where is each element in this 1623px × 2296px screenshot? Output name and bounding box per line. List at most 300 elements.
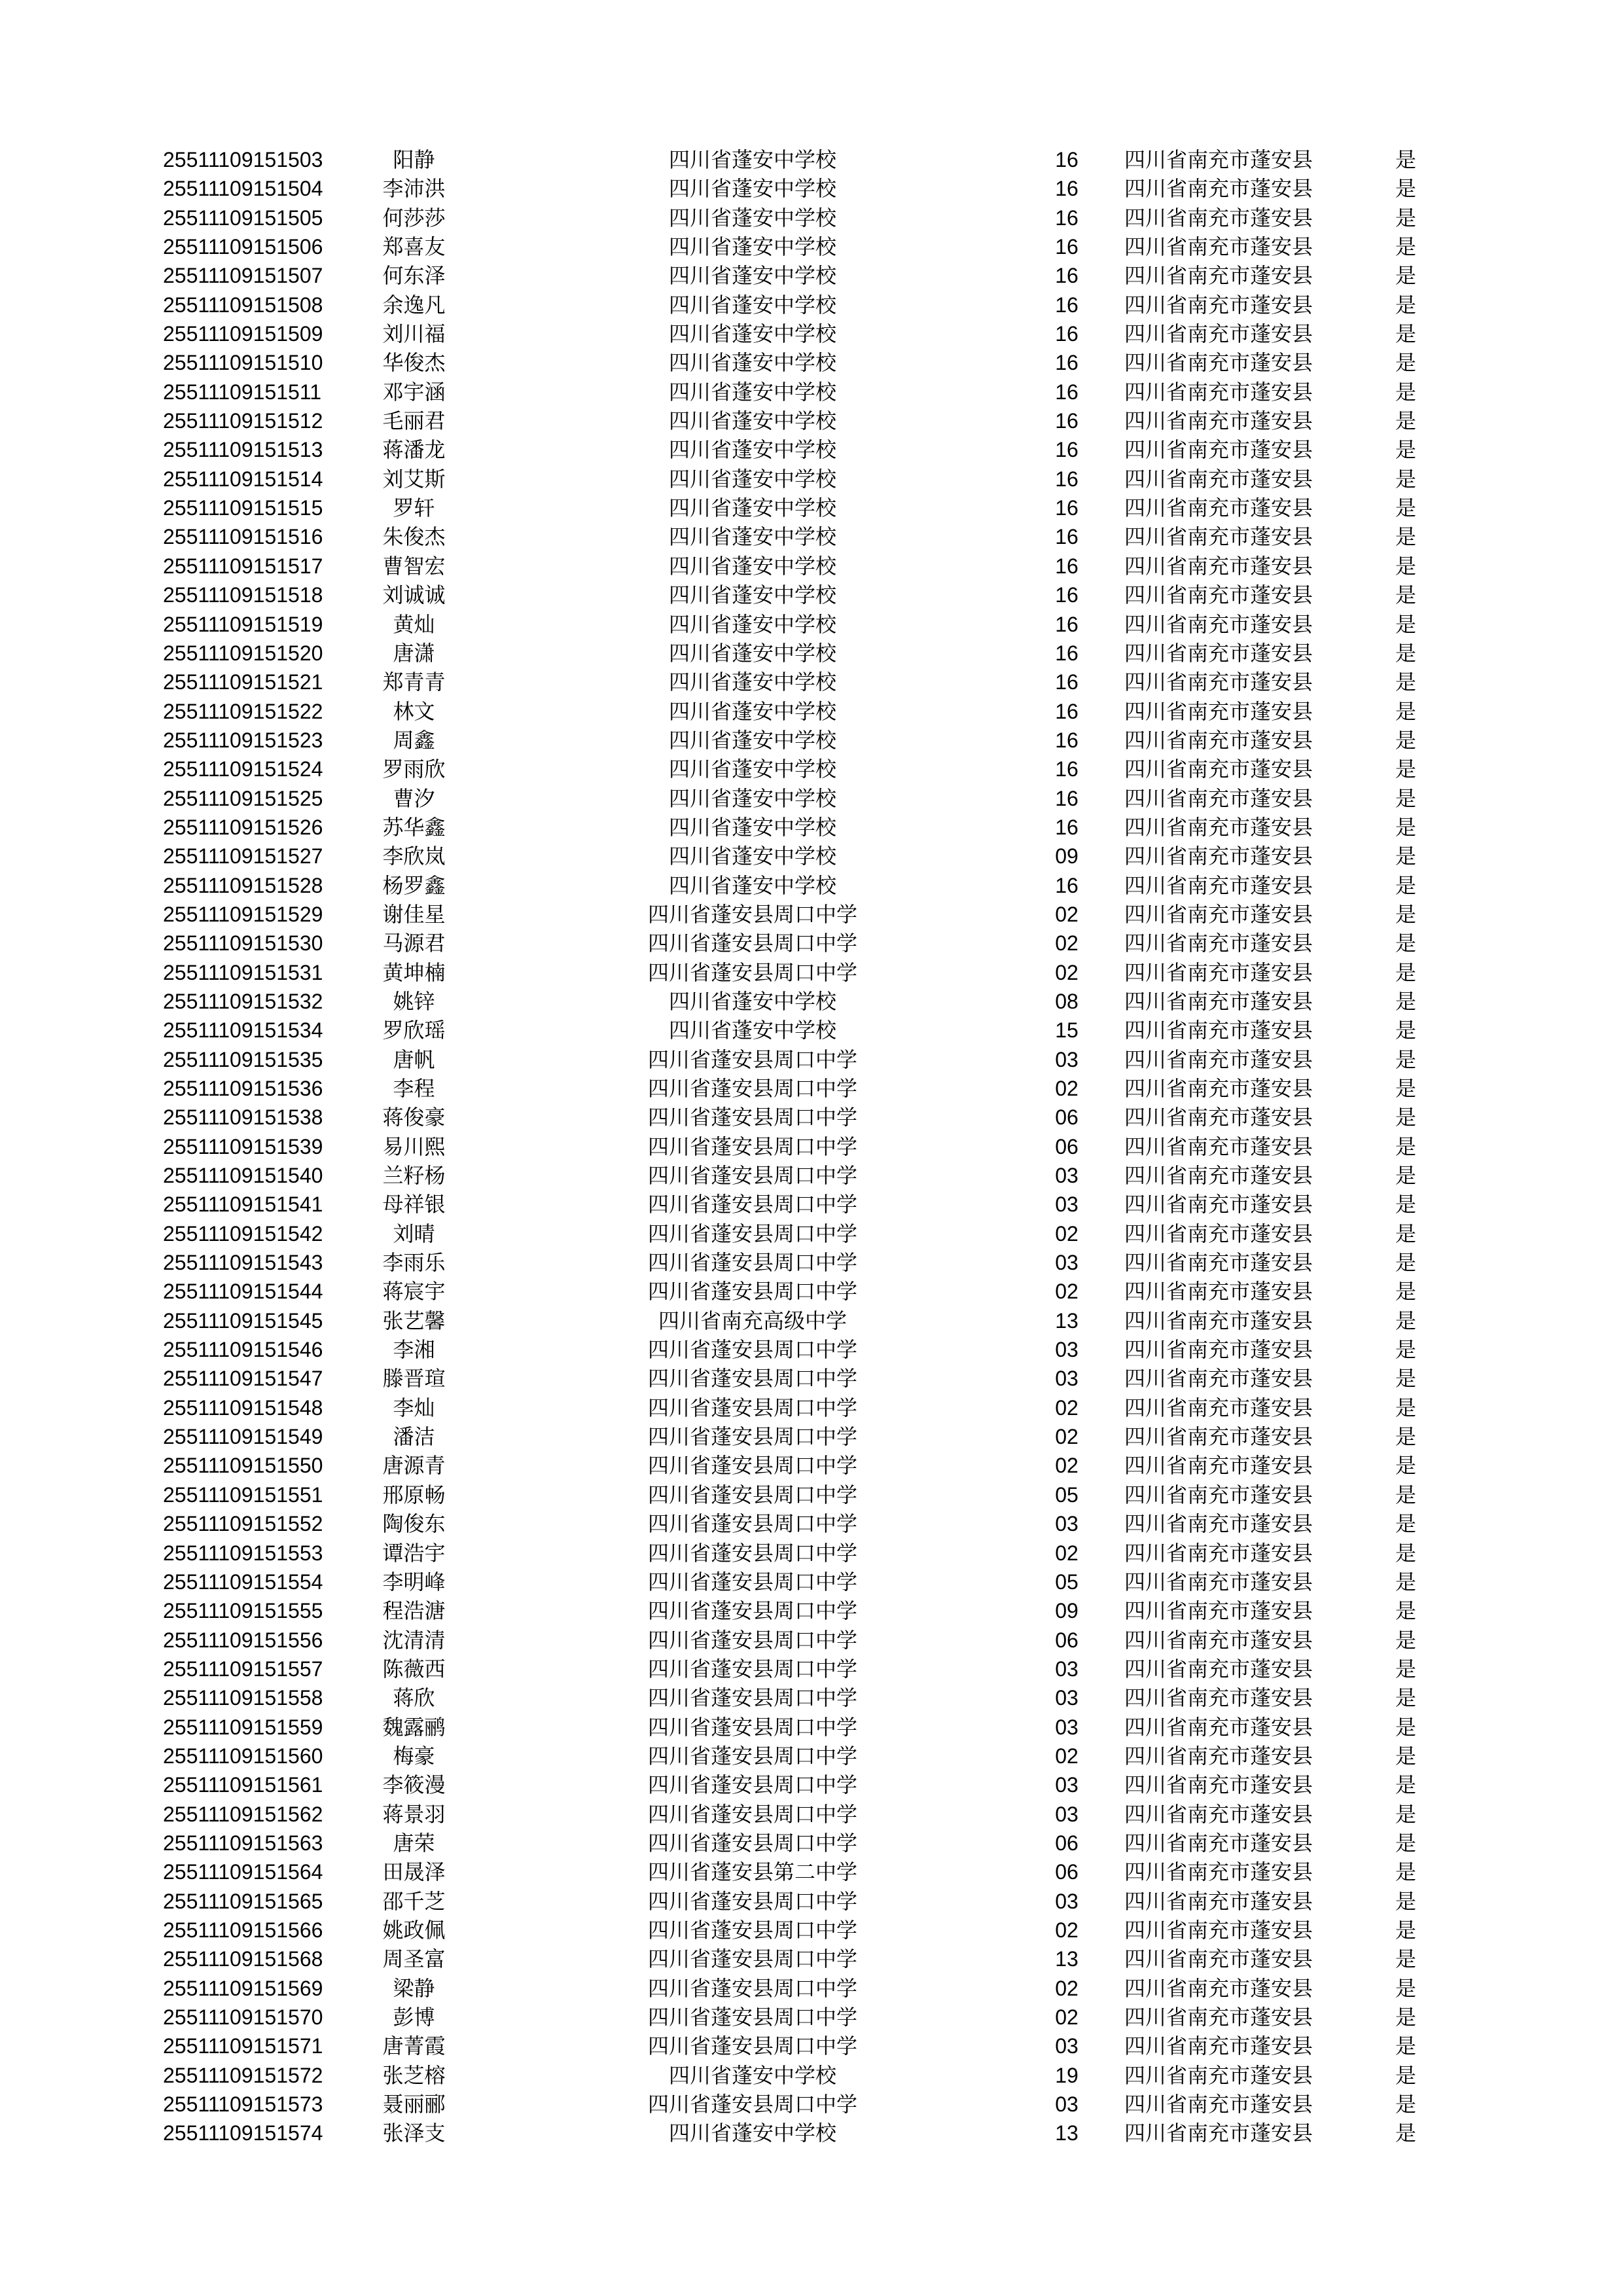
- school-cell: 四川省蓬安县周口中学: [647, 2005, 857, 2030]
- candidate-name-cell: 罗雨欣: [382, 757, 446, 782]
- school-cell: 四川省蓬安中学校: [668, 205, 836, 230]
- region-cell: 四川省南充市蓬安县: [1124, 495, 1313, 521]
- candidate-name-cell: 陶俊东: [382, 1511, 446, 1537]
- candidate-name-cell: 聂丽郦: [382, 2092, 446, 2117]
- flag-cell: 是: [1395, 844, 1417, 869]
- code-cell: 02: [1055, 1976, 1079, 2000]
- table-row: [0, 1742, 1623, 1770]
- candidate-name-cell: 李沛洪: [382, 176, 446, 202]
- candidate-name-cell: 田晟泽: [382, 1859, 446, 1885]
- code-cell: 02: [1055, 1280, 1079, 1304]
- flag-cell: 是: [1395, 205, 1417, 230]
- school-cell: 四川省蓬安县周口中学: [647, 1279, 857, 1304]
- code-cell: 16: [1055, 699, 1079, 723]
- code-cell: 03: [1055, 1715, 1079, 1739]
- code-cell: 16: [1055, 786, 1079, 810]
- candidate-name-cell: 刘诚诚: [382, 583, 446, 608]
- table-row: [0, 1451, 1623, 1480]
- candidate-name-cell: 谭浩宇: [382, 1540, 446, 1566]
- candidate-name-cell: 蒋景羽: [382, 1801, 446, 1827]
- candidate-id-cell: 25511109151574: [163, 2121, 323, 2145]
- flag-cell: 是: [1395, 1192, 1417, 1217]
- candidate-id-cell: 25511109151532: [163, 989, 323, 1013]
- region-cell: 四川省南充市蓬安县: [1124, 844, 1313, 869]
- flag-cell: 是: [1395, 2062, 1417, 2088]
- region-cell: 四川省南充市蓬安县: [1124, 1076, 1313, 1101]
- flag-cell: 是: [1395, 757, 1417, 782]
- candidate-id-cell: 25511109151550: [163, 1454, 323, 1478]
- candidate-id-cell: 25511109151557: [163, 1657, 323, 1681]
- code-cell: 16: [1055, 583, 1079, 607]
- candidate-id-cell: 25511109151569: [163, 1976, 323, 2000]
- candidate-name-cell: 周圣富: [382, 1946, 446, 1972]
- code-cell: 09: [1055, 1599, 1079, 1623]
- flag-cell: 是: [1395, 1685, 1417, 1711]
- candidate-id-cell: 25511109151504: [163, 177, 323, 201]
- flag-cell: 是: [1395, 2092, 1417, 2117]
- candidate-name-cell: 李湘: [393, 1337, 435, 1363]
- region-cell: 四川省南充市蓬安县: [1124, 176, 1313, 202]
- table-row: [0, 610, 1623, 639]
- flag-cell: 是: [1395, 1801, 1417, 1827]
- candidate-name-cell: 朱俊杰: [382, 524, 446, 550]
- candidate-id-cell: 25511109151518: [163, 583, 323, 607]
- flag-cell: 是: [1395, 1540, 1417, 1566]
- region-cell: 四川省南充市蓬安县: [1124, 1830, 1313, 1856]
- school-cell: 四川省蓬安县周口中学: [647, 1366, 857, 1391]
- table-row: [0, 1945, 1623, 1973]
- region-cell: 四川省南充市蓬安县: [1124, 1221, 1313, 1246]
- flag-cell: 是: [1395, 176, 1417, 202]
- school-cell: 四川省蓬安县周口中学: [647, 1076, 857, 1101]
- table-row: [0, 1190, 1623, 1219]
- candidate-id-cell: 25511109151555: [163, 1599, 323, 1623]
- code-cell: 06: [1055, 1831, 1079, 1855]
- candidate-name-cell: 唐菁霞: [382, 2034, 446, 2059]
- table-row: [0, 1568, 1623, 1596]
- region-cell: 四川省南充市蓬安县: [1124, 1859, 1313, 1885]
- school-cell: 四川省蓬安县周口中学: [647, 1685, 857, 1711]
- candidate-id-cell: 25511109151512: [163, 409, 323, 433]
- flag-cell: 是: [1395, 1482, 1417, 1507]
- school-cell: 四川省蓬安县周口中学: [647, 1598, 857, 1624]
- candidate-name-cell: 蒋欣: [393, 1685, 435, 1711]
- region-cell: 四川省南充市蓬安县: [1124, 1714, 1313, 1740]
- school-cell: 四川省蓬安中学校: [668, 379, 836, 404]
- candidate-name-cell: 唐源青: [382, 1453, 446, 1479]
- school-cell: 四川省蓬安中学校: [668, 785, 836, 811]
- code-cell: 05: [1055, 1570, 1079, 1594]
- candidate-name-cell: 邓宇涵: [382, 379, 446, 404]
- code-cell: 02: [1055, 1454, 1079, 1478]
- flag-cell: 是: [1395, 1076, 1417, 1101]
- code-cell: 03: [1055, 2034, 1079, 2058]
- candidate-id-cell: 25511109151545: [163, 1308, 323, 1333]
- school-cell: 四川省蓬安中学校: [668, 2121, 836, 2146]
- code-cell: 02: [1055, 931, 1079, 956]
- flag-cell: 是: [1395, 1946, 1417, 1972]
- school-cell: 四川省蓬安县周口中学: [647, 1946, 857, 1972]
- school-cell: 四川省蓬安县周口中学: [647, 1801, 857, 1827]
- school-cell: 四川省蓬安县周口中学: [647, 1192, 857, 1217]
- region-cell: 四川省南充市蓬安县: [1124, 2092, 1313, 2117]
- table-row: [0, 465, 1623, 493]
- region-cell: 四川省南充市蓬安县: [1124, 1163, 1313, 1189]
- candidate-id-cell: 25511109151543: [163, 1251, 323, 1275]
- table-row: [0, 2090, 1623, 2119]
- region-cell: 四川省南充市蓬安县: [1124, 1047, 1313, 1072]
- school-cell: 四川省蓬安县周口中学: [647, 1627, 857, 1653]
- candidate-id-cell: 25511109151560: [163, 1744, 323, 1768]
- flag-cell: 是: [1395, 1714, 1417, 1740]
- flag-cell: 是: [1395, 1250, 1417, 1276]
- candidate-name-cell: 谢佳星: [382, 901, 446, 927]
- candidate-name-cell: 郑喜友: [382, 234, 446, 260]
- region-cell: 四川省南充市蓬安县: [1124, 1946, 1313, 1972]
- candidate-id-cell: 25511109151513: [163, 438, 323, 462]
- table-row: [0, 581, 1623, 609]
- region-cell: 四川省南充市蓬安县: [1124, 1511, 1313, 1537]
- candidate-name-cell: 姚锌: [393, 988, 435, 1014]
- table-row: [0, 319, 1623, 348]
- candidate-id-cell: 25511109151517: [163, 554, 323, 578]
- candidate-name-cell: 姚政佩: [382, 1917, 446, 1943]
- flag-cell: 是: [1395, 698, 1417, 724]
- table-row: [0, 1683, 1623, 1712]
- candidate-name-cell: 张泽支: [382, 2121, 446, 2146]
- school-cell: 四川省蓬安中学校: [668, 321, 836, 347]
- table-row: [0, 1248, 1623, 1277]
- region-cell: 四川省南充市蓬安县: [1124, 727, 1313, 753]
- flag-cell: 是: [1395, 2034, 1417, 2059]
- flag-cell: 是: [1395, 814, 1417, 840]
- candidate-id-cell: 25511109151524: [163, 757, 323, 781]
- code-cell: 16: [1055, 496, 1079, 520]
- region-cell: 四川省南充市蓬安县: [1124, 988, 1313, 1014]
- table-row: [0, 232, 1623, 261]
- candidate-name-cell: 梅豪: [393, 1743, 435, 1768]
- candidate-id-cell: 25511109151573: [163, 2092, 323, 2117]
- school-cell: 四川省蓬安中学校: [668, 611, 836, 637]
- table-row: [0, 1480, 1623, 1509]
- flag-cell: 是: [1395, 495, 1417, 521]
- candidate-name-cell: 何莎莎: [382, 205, 446, 230]
- region-cell: 四川省南充市蓬安县: [1124, 2121, 1313, 2146]
- table-row: [0, 1539, 1623, 1568]
- code-cell: 02: [1055, 960, 1079, 984]
- school-cell: 四川省蓬安中学校: [668, 176, 836, 202]
- flag-cell: 是: [1395, 1859, 1417, 1885]
- candidate-name-cell: 苏华鑫: [382, 814, 446, 840]
- candidate-name-cell: 邢原畅: [382, 1482, 446, 1507]
- region-cell: 四川省南充市蓬安县: [1124, 2034, 1313, 2059]
- table-row: [0, 1335, 1623, 1364]
- school-cell: 四川省蓬安县周口中学: [647, 1656, 857, 1681]
- region-cell: 四川省南充市蓬安县: [1124, 670, 1313, 695]
- region-cell: 四川省南充市蓬安县: [1124, 1801, 1313, 1827]
- region-cell: 四川省南充市蓬安县: [1124, 1366, 1313, 1391]
- school-cell: 四川省蓬安县周口中学: [647, 2092, 857, 2117]
- candidate-name-cell: 彭博: [393, 2005, 435, 2030]
- region-cell: 四川省南充市蓬安县: [1124, 408, 1313, 434]
- table-row: [0, 1974, 1623, 2003]
- flag-cell: 是: [1395, 1018, 1417, 1043]
- code-cell: 02: [1055, 2005, 1079, 2029]
- region-cell: 四川省南充市蓬安县: [1124, 1656, 1313, 1681]
- code-cell: 16: [1055, 148, 1079, 171]
- flag-cell: 是: [1395, 553, 1417, 579]
- table-row: [0, 291, 1623, 319]
- candidate-id-cell: 25511109151522: [163, 699, 323, 723]
- table-row: [0, 987, 1623, 1016]
- code-cell: 16: [1055, 554, 1079, 578]
- region-cell: 四川省南充市蓬安县: [1124, 785, 1313, 811]
- candidate-id-cell: 25511109151540: [163, 1164, 323, 1188]
- candidate-id-cell: 25511109151505: [163, 206, 323, 230]
- candidate-name-cell: 毛丽君: [382, 408, 446, 434]
- table-row: [0, 726, 1623, 755]
- code-cell: 03: [1055, 1338, 1079, 1362]
- code-cell: 02: [1055, 1744, 1079, 1768]
- table-row: [0, 958, 1623, 987]
- region-cell: 四川省南充市蓬安县: [1124, 583, 1313, 608]
- code-cell: 06: [1055, 1628, 1079, 1652]
- school-cell: 四川省蓬安中学校: [668, 147, 836, 172]
- region-cell: 四川省南充市蓬安县: [1124, 1192, 1313, 1217]
- candidate-id-cell: 25511109151529: [163, 902, 323, 926]
- code-cell: 16: [1055, 467, 1079, 491]
- region-cell: 四川省南充市蓬安县: [1124, 234, 1313, 260]
- candidate-id-cell: 25511109151568: [163, 1947, 323, 1971]
- flag-cell: 是: [1395, 1917, 1417, 1943]
- code-cell: 16: [1055, 293, 1079, 317]
- flag-cell: 是: [1395, 583, 1417, 608]
- school-cell: 四川省蓬安中学校: [668, 1018, 836, 1043]
- school-cell: 四川省蓬安县周口中学: [647, 960, 857, 985]
- candidate-name-cell: 兰籽杨: [382, 1163, 446, 1189]
- code-cell: 03: [1055, 1889, 1079, 1913]
- table-row: [0, 1074, 1623, 1103]
- candidate-name-cell: 唐荣: [393, 1830, 435, 1856]
- region-cell: 四川省南充市蓬安县: [1124, 466, 1313, 492]
- candidate-id-cell: 25511109151509: [163, 322, 323, 346]
- code-cell: 03: [1055, 1802, 1079, 1826]
- table-row: [0, 1800, 1623, 1829]
- flag-cell: 是: [1395, 466, 1417, 492]
- code-cell: 02: [1055, 1221, 1079, 1246]
- region-cell: 四川省南充市蓬安县: [1124, 147, 1313, 172]
- table-row: [0, 174, 1623, 203]
- school-cell: 四川省蓬安县周口中学: [647, 1830, 857, 1856]
- candidate-id-cell: 25511109151516: [163, 525, 323, 549]
- school-cell: 四川省蓬安县周口中学: [647, 1511, 857, 1537]
- flag-cell: 是: [1395, 931, 1417, 956]
- candidate-id-cell: 25511109151527: [163, 844, 323, 869]
- school-cell: 四川省蓬安县周口中学: [647, 1395, 857, 1420]
- candidate-id-cell: 25511109151521: [163, 670, 323, 694]
- table-row: [0, 1829, 1623, 1857]
- region-cell: 四川省南充市蓬安县: [1124, 263, 1313, 289]
- flag-cell: 是: [1395, 1511, 1417, 1537]
- code-cell: 08: [1055, 989, 1079, 1013]
- code-cell: 09: [1055, 844, 1079, 869]
- code-cell: 05: [1055, 1482, 1079, 1507]
- candidate-id-cell: 25511109151565: [163, 1889, 323, 1913]
- code-cell: 16: [1055, 264, 1079, 288]
- region-cell: 四川省南充市蓬安县: [1124, 1337, 1313, 1363]
- school-cell: 四川省蓬安县周口中学: [647, 1772, 857, 1798]
- candidate-name-cell: 沈清清: [382, 1627, 446, 1653]
- candidate-name-cell: 阳静: [393, 147, 435, 172]
- candidate-id-cell: 25511109151539: [163, 1134, 323, 1158]
- candidate-id-cell: 25511109151551: [163, 1482, 323, 1507]
- candidate-id-cell: 25511109151562: [163, 1802, 323, 1826]
- table-row: [0, 2003, 1623, 2032]
- region-cell: 四川省南充市蓬安县: [1124, 1018, 1313, 1043]
- flag-cell: 是: [1395, 1221, 1417, 1246]
- code-cell: 16: [1055, 815, 1079, 839]
- table-row: [0, 668, 1623, 696]
- flag-cell: 是: [1395, 321, 1417, 347]
- school-cell: 四川省蓬安县周口中学: [647, 1221, 857, 1246]
- code-cell: 16: [1055, 409, 1079, 433]
- school-cell: 四川省蓬安中学校: [668, 727, 836, 753]
- table-row: [0, 493, 1623, 522]
- school-cell: 四川省蓬安县周口中学: [647, 1975, 857, 2001]
- table-row: [0, 1626, 1623, 1655]
- code-cell: 06: [1055, 1860, 1079, 1884]
- region-cell: 四川省南充市蓬安县: [1124, 1453, 1313, 1479]
- candidate-name-cell: 母祥银: [382, 1192, 446, 1217]
- code-cell: 16: [1055, 728, 1079, 752]
- candidate-id-cell: 25511109151523: [163, 728, 323, 752]
- candidate-name-cell: 蒋宸宇: [382, 1279, 446, 1304]
- candidate-id-cell: 25511109151511: [163, 380, 322, 404]
- table-row: [0, 2119, 1623, 2147]
- code-cell: 02: [1055, 902, 1079, 926]
- code-cell: 16: [1055, 351, 1079, 375]
- table-row: [0, 813, 1623, 842]
- candidate-id-cell: 25511109151506: [163, 235, 323, 259]
- school-cell: 四川省蓬安中学校: [668, 844, 836, 869]
- flag-cell: 是: [1395, 1627, 1417, 1653]
- school-cell: 四川省蓬安中学校: [668, 670, 836, 695]
- school-cell: 四川省蓬安县周口中学: [647, 1540, 857, 1566]
- school-cell: 四川省蓬安县周口中学: [647, 1105, 857, 1130]
- school-cell: 四川省蓬安中学校: [668, 524, 836, 550]
- school-cell: 四川省蓬安县周口中学: [647, 1917, 857, 1943]
- school-cell: 四川省蓬安中学校: [668, 437, 836, 463]
- candidate-name-cell: 魏露鹂: [382, 1714, 446, 1740]
- candidate-id-cell: 25511109151554: [163, 1570, 323, 1594]
- flag-cell: 是: [1395, 1888, 1417, 1914]
- candidate-name-cell: 程浩溏: [382, 1598, 446, 1624]
- region-cell: 四川省南充市蓬安县: [1124, 698, 1313, 724]
- school-cell: 四川省蓬安县周口中学: [647, 2034, 857, 2059]
- code-cell: 16: [1055, 438, 1079, 462]
- candidate-id-cell: 25511109151544: [163, 1280, 323, 1304]
- flag-cell: 是: [1395, 1279, 1417, 1304]
- table-row: [0, 1857, 1623, 1886]
- school-cell: 四川省蓬安县周口中学: [647, 1047, 857, 1072]
- candidate-name-cell: 陈薇西: [382, 1656, 446, 1681]
- candidate-id-cell: 25511109151515: [163, 496, 323, 520]
- code-cell: 16: [1055, 525, 1079, 549]
- region-cell: 四川省南充市蓬安县: [1124, 437, 1313, 463]
- code-cell: 13: [1055, 1947, 1079, 1971]
- region-cell: 四川省南充市蓬安县: [1124, 350, 1313, 376]
- school-cell: 四川省蓬安县第二中学: [647, 1859, 857, 1885]
- code-cell: 06: [1055, 1105, 1079, 1130]
- candidate-name-cell: 黄灿: [393, 611, 435, 637]
- code-cell: 16: [1055, 612, 1079, 636]
- candidate-name-cell: 易川熙: [382, 1134, 446, 1159]
- flag-cell: 是: [1395, 292, 1417, 317]
- candidate-name-cell: 李明峰: [382, 1569, 446, 1594]
- candidate-name-cell: 刘川福: [382, 321, 446, 347]
- candidate-name-cell: 蒋俊豪: [382, 1105, 446, 1130]
- region-cell: 四川省南充市蓬安县: [1124, 1308, 1313, 1333]
- table-row: [0, 639, 1623, 668]
- flag-cell: 是: [1395, 1308, 1417, 1333]
- code-cell: 02: [1055, 1425, 1079, 1449]
- flag-cell: 是: [1395, 437, 1417, 463]
- region-cell: 四川省南充市蓬安县: [1124, 524, 1313, 550]
- region-cell: 四川省南充市蓬安县: [1124, 1888, 1313, 1914]
- table-row: [0, 1655, 1623, 1683]
- code-cell: 03: [1055, 1193, 1079, 1217]
- region-cell: 四川省南充市蓬安县: [1124, 1134, 1313, 1159]
- school-cell: 四川省南充高级中学: [658, 1308, 847, 1333]
- school-cell: 四川省蓬安中学校: [668, 466, 836, 492]
- table-row: [0, 1887, 1623, 1916]
- school-cell: 四川省蓬安中学校: [668, 263, 836, 289]
- flag-cell: 是: [1395, 611, 1417, 637]
- school-cell: 四川省蓬安县周口中学: [647, 1453, 857, 1479]
- school-cell: 四川省蓬安县周口中学: [647, 1134, 857, 1159]
- code-cell: 16: [1055, 177, 1079, 201]
- table-row: [0, 1713, 1623, 1742]
- region-cell: 四川省南充市蓬安县: [1124, 872, 1313, 898]
- flag-cell: 是: [1395, 1569, 1417, 1594]
- school-cell: 四川省蓬安县周口中学: [647, 931, 857, 956]
- flag-cell: 是: [1395, 1598, 1417, 1624]
- flag-cell: 是: [1395, 408, 1417, 434]
- code-cell: 03: [1055, 1686, 1079, 1710]
- school-cell: 四川省蓬安县周口中学: [647, 1714, 857, 1740]
- flag-cell: 是: [1395, 1743, 1417, 1768]
- candidate-name-cell: 李程: [393, 1076, 435, 1101]
- region-cell: 四川省南充市蓬安县: [1124, 1627, 1313, 1653]
- region-cell: 四川省南充市蓬安县: [1124, 611, 1313, 637]
- candidate-id-cell: 25511109151519: [163, 612, 323, 636]
- code-cell: 02: [1055, 1077, 1079, 1100]
- school-cell: 四川省蓬安县周口中学: [647, 1888, 857, 1914]
- region-cell: 四川省南充市蓬安县: [1124, 931, 1313, 956]
- candidate-id-cell: 25511109151530: [163, 931, 323, 956]
- flag-cell: 是: [1395, 147, 1417, 172]
- candidate-name-cell: 李灿: [393, 1395, 435, 1420]
- table-row: [0, 378, 1623, 406]
- candidate-name-cell: 林文: [393, 698, 435, 724]
- flag-cell: 是: [1395, 1134, 1417, 1159]
- candidate-id-cell: 25511109151547: [163, 1367, 323, 1391]
- candidate-id-cell: 25511109151571: [163, 2034, 323, 2058]
- region-cell: 四川省南充市蓬安县: [1124, 757, 1313, 782]
- region-cell: 四川省南充市蓬安县: [1124, 1395, 1313, 1420]
- table-row: [0, 2032, 1623, 2060]
- table-row: [0, 842, 1623, 870]
